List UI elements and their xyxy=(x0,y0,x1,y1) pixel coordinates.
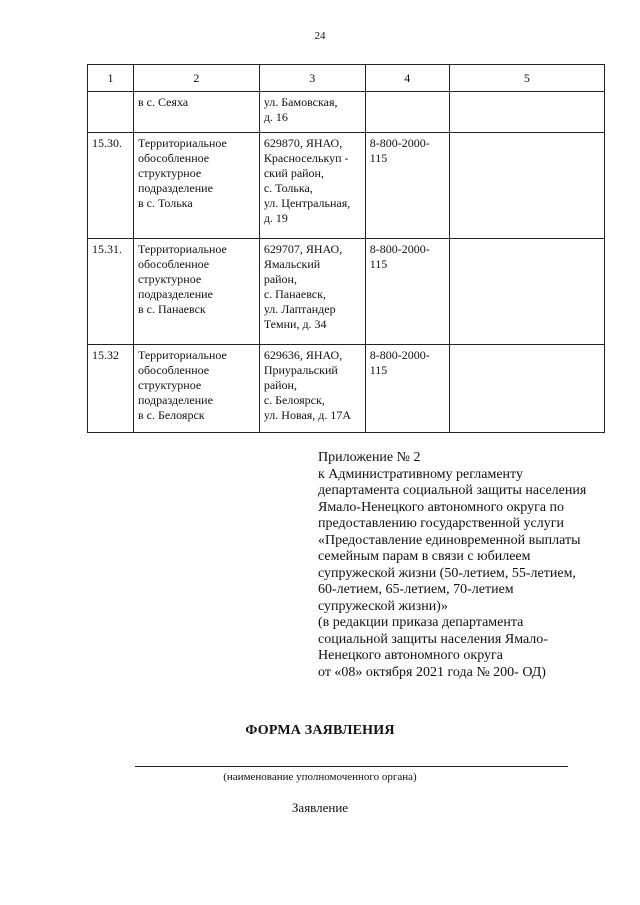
phone-cell xyxy=(365,133,449,239)
office-name-line: в с. Панаевск xyxy=(137,302,206,316)
table-header-row xyxy=(88,65,605,92)
appendix-line: супружеской жизни)» xyxy=(318,598,448,614)
office-name-line: подразделение xyxy=(137,393,213,407)
address-line: ул. Бамовская, xyxy=(263,95,338,109)
appendix-line: (в редакции приказа департамента xyxy=(318,615,524,630)
notes-cell xyxy=(449,92,604,133)
address-line: д. 16 xyxy=(263,110,288,124)
address-line: 629870, ЯНАО, xyxy=(263,136,343,150)
appendix-line: социальной защиты населения Ямало- xyxy=(318,631,548,647)
table-row xyxy=(88,133,605,239)
address-line: ул. Центральная, xyxy=(263,196,351,210)
address-line: Приуральский xyxy=(263,363,338,377)
appendix-line: «Предоставление единовременной выплаты xyxy=(318,532,581,548)
statement-heading: Заявление xyxy=(291,800,349,815)
phone-line: 8-800-2000- xyxy=(369,136,430,150)
column-header: 2 xyxy=(133,65,259,92)
office-name-line: обособленное xyxy=(137,363,210,377)
office-name-cell xyxy=(133,239,259,345)
office-name-line: в с. Белоярск xyxy=(137,408,205,422)
address-line: район, xyxy=(263,378,297,392)
office-name-line: обособленное xyxy=(137,151,210,165)
notes-cell xyxy=(449,345,604,433)
appendix-line: 60-летием, 65-летием, 70-летием xyxy=(318,582,514,597)
phone-line: 115 xyxy=(369,257,388,271)
appendix-line: Ненецкого автономного округа xyxy=(318,648,503,663)
row-number xyxy=(88,92,134,133)
office-name-line: в с. Сеяха xyxy=(137,95,189,109)
office-name-line: Территориальное xyxy=(137,136,227,150)
column-header: 1 xyxy=(88,65,134,92)
phone-cell xyxy=(365,239,449,345)
address-line: 629636, ЯНАО, xyxy=(263,348,343,362)
office-name-line: в с. Толька xyxy=(137,196,193,210)
office-name-line: структурное xyxy=(137,378,202,392)
appendix-line: супружеской жизни (50-летием, 55-летием, xyxy=(318,565,576,581)
office-name-line: структурное xyxy=(137,272,202,286)
office-name-line: подразделение xyxy=(137,181,213,195)
office-name-line: структурное xyxy=(137,166,202,180)
table-row xyxy=(88,92,605,133)
row-number: 15.31. xyxy=(88,239,134,345)
address-line: Темни, д. 34 xyxy=(263,317,327,331)
office-name-cell xyxy=(133,345,259,433)
phone-line: 115 xyxy=(369,151,388,165)
address-line: Красноселькуп - xyxy=(263,151,349,165)
row-number: 15.32 xyxy=(88,345,134,433)
office-name-cell xyxy=(133,133,259,239)
appendix-line: Ямало-Ненецкого автономного округа по xyxy=(318,499,565,515)
appendix-line: семейным парам в связи с юбилеем xyxy=(318,549,531,564)
appendix-line: от «08» октября 2021 года № 200- ОД) xyxy=(318,664,546,680)
address-line: 629707, ЯНАО, xyxy=(263,242,343,256)
appendix-line: Приложение № 2 xyxy=(318,450,421,465)
row-number: 15.30. xyxy=(88,133,134,239)
appendix-block xyxy=(318,450,618,681)
column-header: 3 xyxy=(259,65,365,92)
address-line: Ямальский xyxy=(263,257,321,271)
appendix-line: к Административному регламенту xyxy=(318,466,523,482)
appendix-line: предоставлению государственной услуги xyxy=(318,516,564,531)
phone-line: 8-800-2000- xyxy=(369,242,430,256)
column-header: 5 xyxy=(449,65,604,92)
appendix-line: департамента социальной защиты населения xyxy=(318,483,587,498)
address-line: д. 19 xyxy=(263,211,288,225)
notes-cell xyxy=(449,133,604,239)
address-line: с. Белоярск, xyxy=(263,393,325,407)
address-cell xyxy=(259,345,365,433)
table-row xyxy=(88,345,605,433)
phone-line: 115 xyxy=(369,363,388,377)
phone-line: 8-800-2000- xyxy=(369,348,430,362)
form-title: ФОРМА ЗАЯВЛЕНИЯ xyxy=(245,723,395,738)
offices-table xyxy=(87,64,605,433)
authority-caption: (наименование уполномоченного органа) xyxy=(223,771,417,783)
address-line: район, xyxy=(263,272,297,286)
address-line: ский район, xyxy=(263,166,324,180)
office-name-line: Территориальное xyxy=(137,242,227,256)
notes-cell xyxy=(449,239,604,345)
authority-underline xyxy=(135,766,568,767)
address-line: с. Панаевск, xyxy=(263,287,326,301)
office-name-line: Территориальное xyxy=(137,348,227,362)
page-number: 24 xyxy=(314,30,326,42)
office-name-cell xyxy=(133,92,259,133)
address-line: с. Толька, xyxy=(263,181,313,195)
address-cell xyxy=(259,92,365,133)
phone-cell xyxy=(365,92,449,133)
office-name-line: подразделение xyxy=(137,287,213,301)
table-row xyxy=(88,239,605,345)
address-line: ул. Лаптандер xyxy=(263,302,336,316)
address-line: ул. Новая, д. 17А xyxy=(263,408,352,422)
phone-cell xyxy=(365,345,449,433)
address-cell xyxy=(259,133,365,239)
office-name-line: обособленное xyxy=(137,257,210,271)
address-cell xyxy=(259,239,365,345)
column-header: 4 xyxy=(365,65,449,92)
